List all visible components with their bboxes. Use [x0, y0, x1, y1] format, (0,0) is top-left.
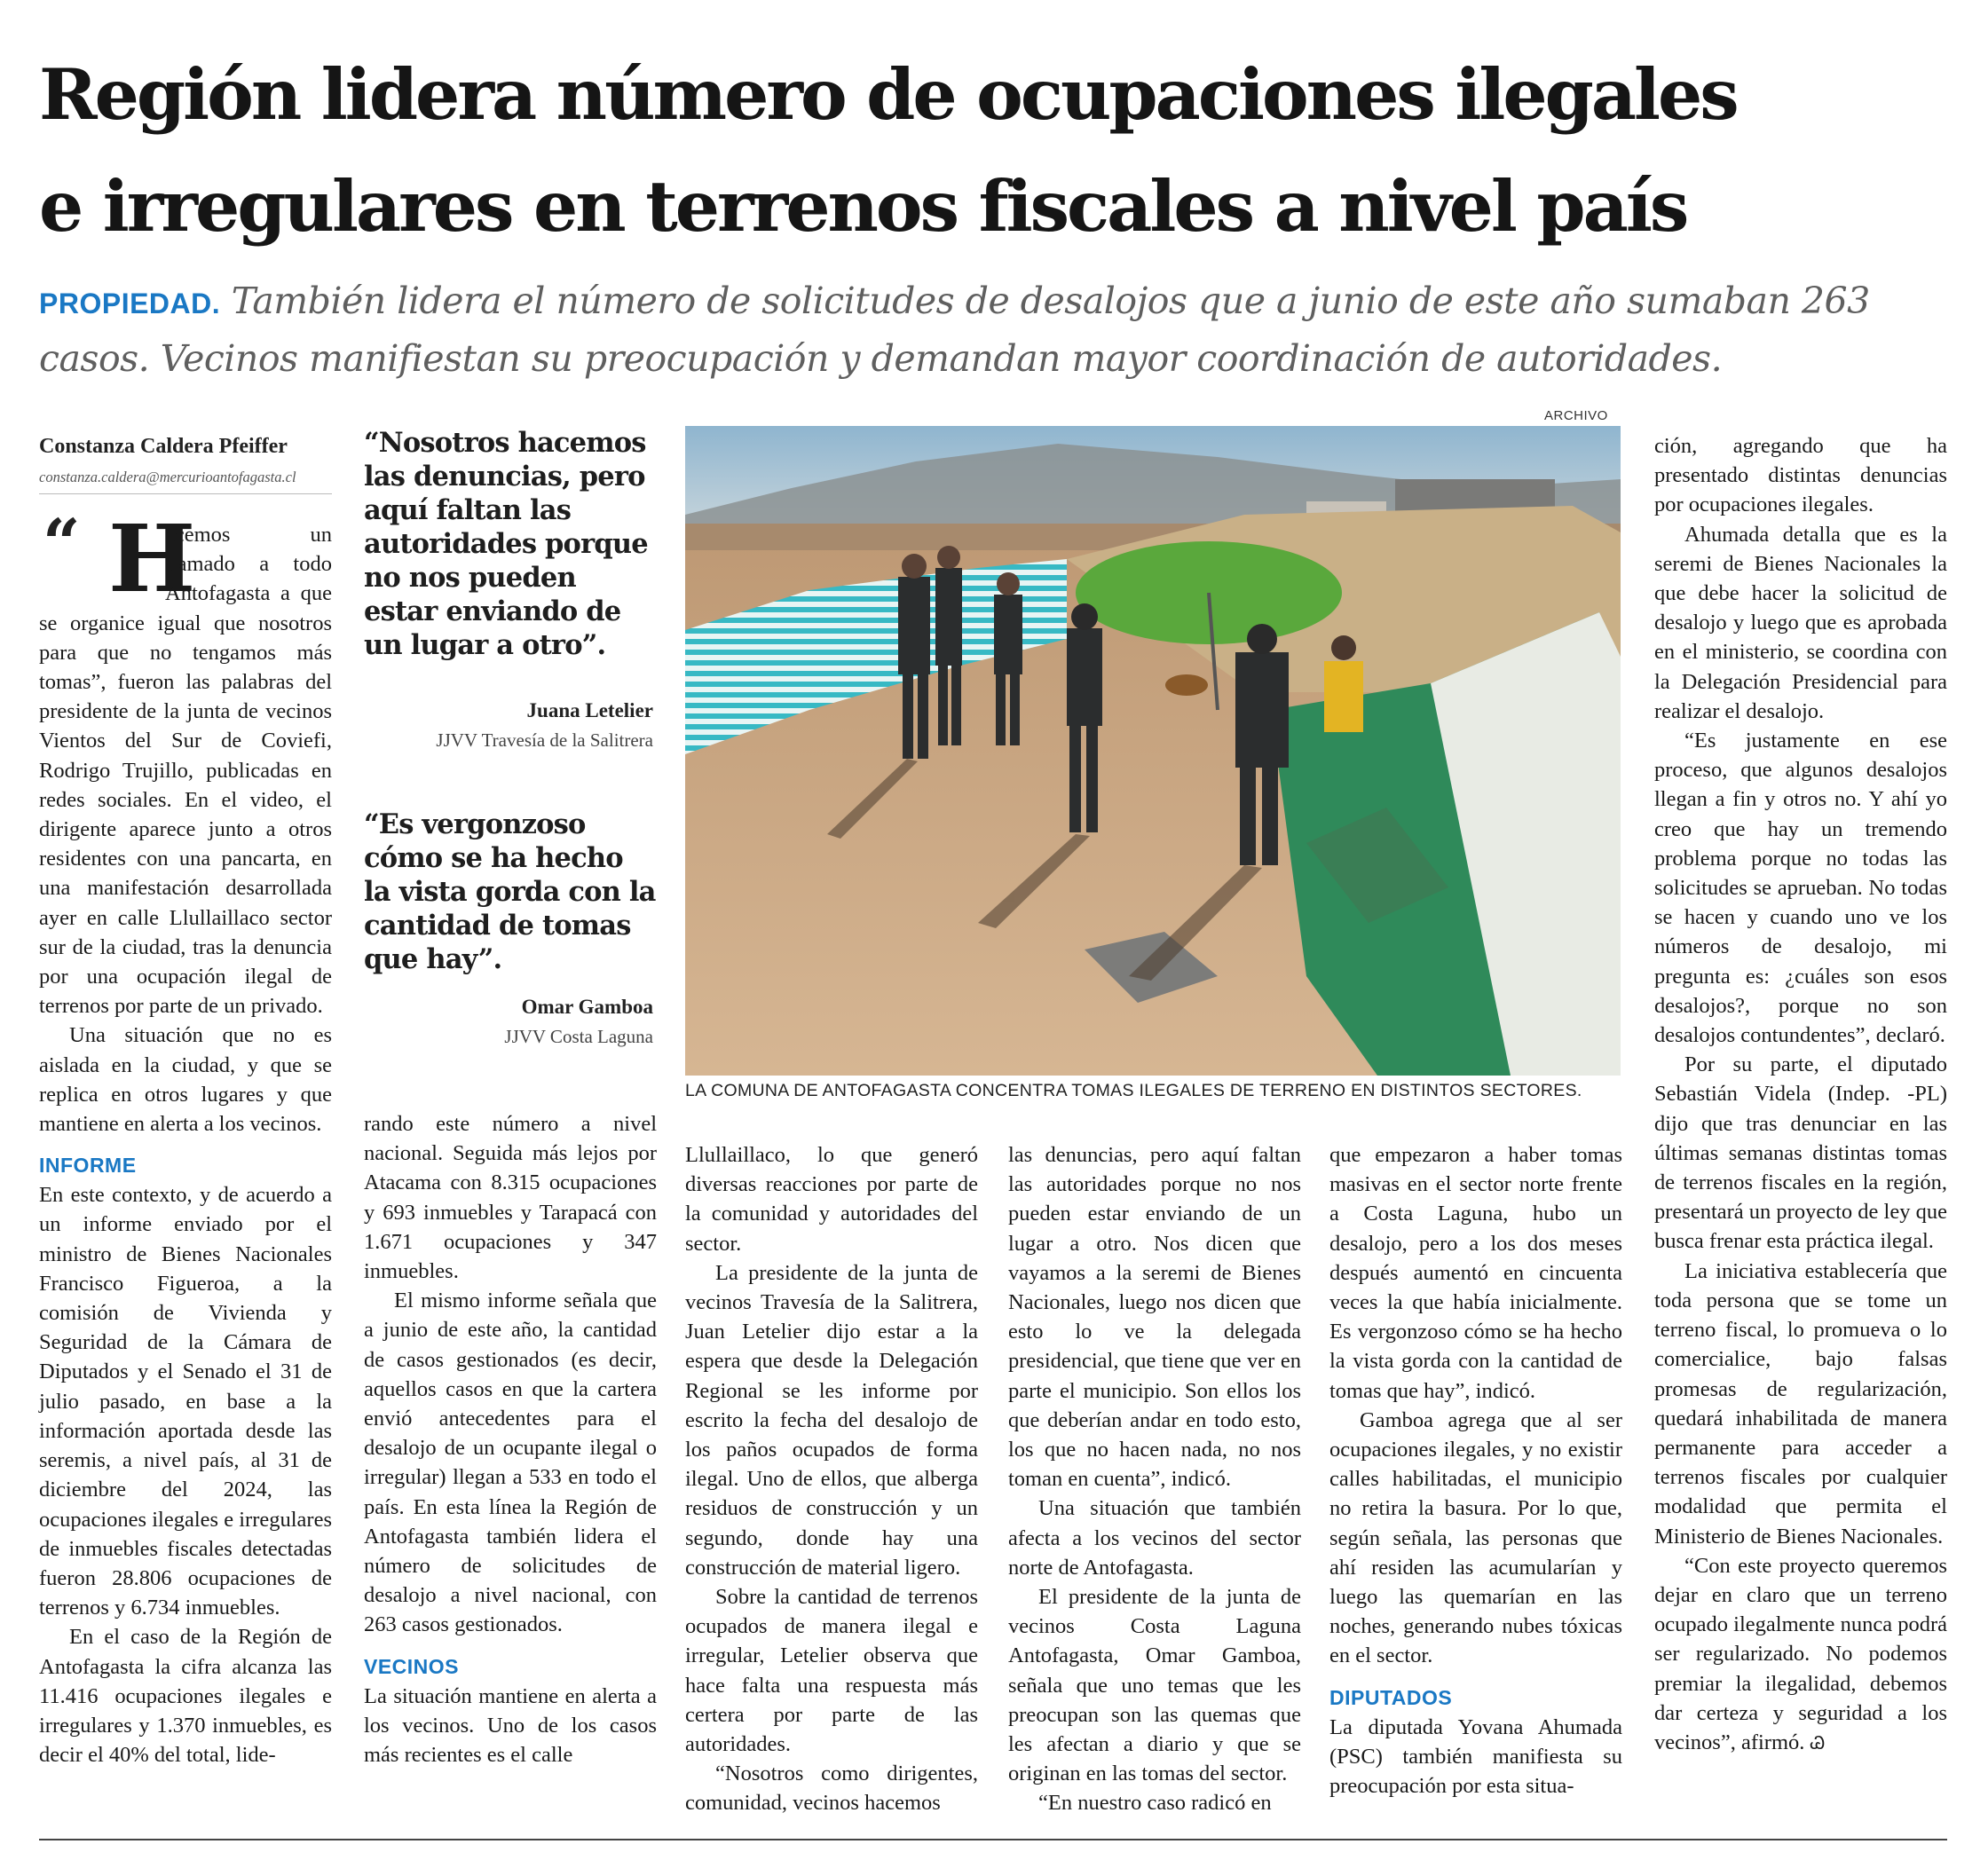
column-6	[1654, 431, 1947, 1758]
col4-paragraph-3: El presidente de la junta de vecinos Costa Laguna Antofagasta, Omar Gamboa, señala que uno temas que les preocupan son las quemas que les afectan a diario y que se originan en las tomas del sector.	[1008, 1585, 1301, 1786]
col4-paragraph-4: “En nuestro caso radicó en	[1038, 1791, 1272, 1816]
pullquote-1-name: Juana Letelier	[526, 699, 653, 721]
photo-credit: ARCHIVO	[1544, 408, 1608, 423]
col5-paragraph-2: Gamboa agrega que al ser ocupaciones ilegales, y no existir calles habilitadas, el municipio no retira la basura. Por lo que, según señala, las personas que ahí residen las acumularían y luego las quemarían en las noches, generando nubes tóxicas en el sector.	[1329, 1407, 1622, 1668]
col6-paragraph-2: Ahumada detalla que es la seremi de Bienes Nacionales la que debe hacer la solicitud de desalojo y luego que es aprobada en el ministerio, se coordina con la Delegación Presidencial para realizar el desalojo.	[1654, 522, 1947, 723]
headline-line-2: e irregulares en terrenos fiscales a nivel país	[39, 165, 1687, 248]
col2-paragraph-3: La situación mantiene en alerta a los vecinos. Uno de los casos más recientes es el calle	[364, 1683, 657, 1768]
column-5	[1329, 1140, 1622, 1801]
byline-divider	[39, 493, 332, 494]
col3-paragraph-3: Sobre la cantidad de terrenos ocupados de manera ilegal e irregular, Letelier observa que hace falta una respuesta más certera por parte de las autoridades.	[685, 1585, 978, 1757]
deck	[39, 273, 1956, 386]
column-2	[364, 1109, 657, 1769]
col5-paragraph-1: que empezaron a haber tomas masivas en el sector norte frente a Costa Laguna, hubo un desalojo, pero a los dos meses después aumentó en cincuenta veces la que había inicialmente. Es vergonzoso cómo se ha hecho la vista gorda con la cantidad de tomas que hay”, indicó.	[1329, 1143, 1622, 1403]
bottom-rule	[39, 1839, 1947, 1840]
column-4	[1008, 1140, 1301, 1818]
column-1	[39, 520, 332, 1769]
col6-paragraph-5: La iniciativa establecería que toda persona que se tome un terreno fiscal, lo promueva o lo comercialice, bajo falsas promesas de regularización, quedará inhabilitada de manera permanente para acceder a terrenos fiscales por cualquier modalidad que permita el Ministerio de Bienes Nacionales.	[1654, 1258, 1947, 1549]
col2-paragraph-1: rando este número a nivel nacional. Seguida más lejos por Atacama con 8.315 ocupaciones y 693 inmuebles y Tarapacá con 1.671 ocupaciones y 347 inmuebles.	[364, 1112, 657, 1284]
author-email[interactable]: constanza.caldera@mercurioantofagasta.cl	[39, 469, 296, 485]
col5-paragraph-3: La diputada Yovana Ahumada (PSC) también manifiesta su preocupación por esta situa-	[1329, 1714, 1622, 1799]
col1-paragraph-1: acemos un llamado a todo Antofagasta a que se organice igual que nosotros para que no tengamos más tomas”, fueron las palabras del presidente de la junta de vecinos Vientos del Sur de Coviefi, Rodrigo Trujillo, publicadas en redes sociales. En el video, el dirigente aparece junto a otros residentes con una pancarta, en una manifestación desarrollada ayer en calle Llullaillaco sector sur de la ciudad, tras la denuncia por una ocupación ilegal de terrenos por parte de un privado.	[39, 520, 332, 1021]
col6-paragraph-3: “Es justamente en ese proceso, que algunos desalojos llegan a fin y otros no. Y ahí yo creo que hay un tremendo problema porque no todas las solicitudes se aprueban. No todas se hacen y cuando uno ve los números de desalojo, mi pregunta es: ¿cuáles son esos desalojos?, porque no son desalojos contundentes”, declaró.	[1654, 729, 1947, 1048]
subhead-informe: INFORME	[39, 1154, 137, 1178]
col4-paragraph-2: Una situación que también afecta a los vecinos del sector norte de Antofagasta.	[1008, 1496, 1301, 1580]
author-name: Constanza Caldera Pfeiffer	[39, 435, 288, 458]
pullquote-2-name: Omar Gamboa	[521, 996, 653, 1018]
col2-paragraph-2: El mismo informe señala que a junio de este año, la cantidad de casos gestionados (es decir, aquellos casos en que la cartera envió antecedentes para el desalojo de un ocupante ilegal o irregular) llegan a 533 en todo el país. En esta línea la Región de Antofagasta también lidera el número de solicitudes de desalojo a nivel nacional, con 263 casos gestionados.	[364, 1289, 657, 1637]
headline	[39, 39, 1956, 263]
pullquote-2-org: JJVV Costa Laguna	[504, 1026, 653, 1047]
col1-paragraph-4: En el caso de la Región de Antofagasta la cifra alcanza las 11.416 ocupaciones ilegales e irregulares y 1.370 inmuebles, es decir el 40% del total, lide-	[39, 1625, 332, 1768]
col1-paragraph-2: Una situación que no es aislada en la ciudad, y que se replica en otros lugares y que mantiene en alerta a los vecinos.	[39, 1023, 332, 1137]
col6-paragraph-1: ción, agregando que ha presentado distintas denuncias por ocupaciones ilegales.	[1654, 434, 1947, 517]
opening-quote-mark: “	[43, 506, 81, 582]
deck-text: También lidera el número de solicitudes de desalojos que a junio de este año sumaban 263 casos. Vecinos manifiestan su preocupación y demandan mayor coordinación de autoridades.	[39, 280, 1870, 380]
photo-illustration	[685, 426, 1621, 1076]
article-photo	[685, 426, 1621, 1076]
col3-paragraph-4: “Nosotros como dirigentes, comunidad, vecinos hacemos	[685, 1761, 978, 1816]
headline-line-1: Región lidera número de ocupaciones ilegales	[39, 53, 1737, 136]
pullquote-2: “Es vergonzoso cómo se ha hecho la vista gorda con la cantidad de tomas que hay”.	[364, 808, 656, 975]
col4-paragraph-1: las denuncias, pero aquí faltan las autoridades porque no nos pueden estar enviando de un lugar a otro. Nos dicen que vayamos a la seremi de Bienes Nacionales, luego nos dicen que esto lo ve la delegada presidencial, que tiene que ver en parte el municipio. Son ellos los que deberían andar en todo esto, los que no hacen nada, no nos toman en cuenta”, indicó.	[1008, 1143, 1301, 1492]
section-tag: PROPIEDAD.	[39, 288, 221, 319]
pullquote-1: “Nosotros hacemos las denuncias, pero aquí faltan las autoridades porque no nos pueden estar enviando de un lugar a otro”.	[364, 427, 648, 661]
col3-paragraph-1: Llullaillaco, lo que generó diversas reacciones por parte de la comunidad y autoridades del sector.	[685, 1143, 978, 1256]
subhead-vecinos: VECINOS	[364, 1654, 460, 1678]
column-3	[685, 1140, 978, 1818]
col6-paragraph-4: Por su parte, el diputado Sebastián Videla (Indep. -PL) dijo que tras denunciar en las últimas semanas distintas tomas de terrenos fiscales en la región, presentará un proyecto de ley que busca frenar esta práctica ilegal.	[1654, 1052, 1947, 1254]
drop-cap-letter: H	[108, 504, 196, 613]
col3-paragraph-2: La presidente de la junta de vecinos Travesía de la Salitrera, Juan Letelier dijo estar a la espera que desde la Delegación Regional se les informe por escrito la fecha del desalojo de los paños ocupados de forma ilegal. Uno de ellos, que alberga residuos de construcción y un segundo, donde hay una construcción de material ligero.	[685, 1260, 978, 1580]
end-mark-icon: Ꮚ	[1810, 1731, 1826, 1754]
pullquote-1-org: JJVV Travesía de la Salitrera	[436, 729, 653, 751]
col1-paragraph-3: En este contexto, y de acuerdo a un informe enviado por el ministro de Bienes Nacionales Francisco Figueroa, a la comisión de Vivienda y Seguridad de la Cámara de Diputados y el Senado el 31 de julio pasado, en base a la información aportada desde las seremis, a nivel país, al 31 de diciembre del 2024, las ocupaciones ilegales e irregulares de inmuebles fiscales detectadas fueron 28.806 ocupaciones de terrenos y 6.734 inmuebles.	[39, 1183, 332, 1620]
photo-caption: LA COMUNA DE ANTOFAGASTA CONCENTRA TOMAS ILEGALES DE TERRENO EN DISTINTOS SECTORES.	[685, 1081, 1582, 1100]
subhead-diputados: DIPUTADOS	[1329, 1685, 1453, 1709]
drop-cap-spacer	[39, 520, 165, 605]
col6-paragraph-6: “Con este proyecto queremos dejar en claro que un terreno ocupado ilegalmente nunca podrá ser regularizado. No podemos premiar la ilegalidad, debemos dar certeza y seguridad a los vecinos”, afirmó. Ꮚ	[1654, 1553, 1947, 1754]
